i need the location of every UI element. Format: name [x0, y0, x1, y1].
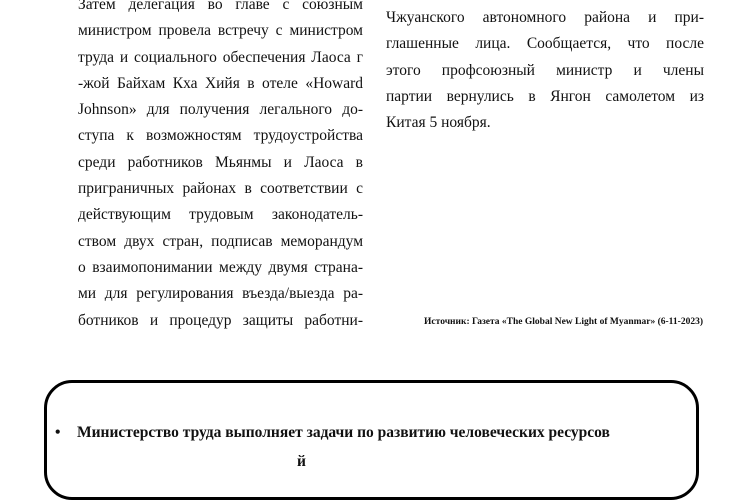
bullet-marker: • [55, 424, 61, 441]
text-line: о взаимопонимании между двумя страна- [78, 258, 363, 276]
text-line: глашенные лица. Сообщается, что после [386, 35, 704, 53]
text-line: ством двух стран, подписав меморандум [78, 232, 363, 250]
callout-next-line-fragment: й [297, 453, 306, 470]
text-line: этого профсоюзный министр и члены [386, 61, 704, 79]
text-line: министром провела встречу с министром [78, 22, 363, 40]
text-line: партии вернулись в Янгон самолетом из [386, 87, 704, 105]
callout-bullet-item [55, 424, 610, 442]
text-line: ступа к возможностям трудоустройства [78, 127, 363, 145]
text-line: среди работников Мьянмы и Лаоса в [78, 153, 363, 171]
callout-text: Министерство труда выполняет задачи по развитию человеческих ресурсов [77, 424, 610, 441]
text-line: -жой Байхам Кха Хийя в отеле «Howard [78, 74, 363, 92]
text-line: приграничных районах в соответствии с [78, 180, 363, 198]
text-line: действующим трудовым законодатель- [78, 206, 363, 224]
left-text-column [78, 0, 363, 334]
text-line: Johnson» для получения легального до- [78, 101, 363, 119]
source-citation: Источник: Газета «The Global New Light of Myanmar» (6-11-2023) [424, 317, 703, 327]
text-line: Чжуанского автономного района и при- [386, 9, 704, 26]
right-text-column [386, 5, 704, 136]
text-line: труда и социального обеспечения Лаоса г [78, 48, 363, 66]
text-line: ботников и процедур защиты работни- [78, 311, 363, 329]
text-line: Китая 5 ноября. [386, 114, 491, 132]
text-line: Затем делегация во главе с союзным [78, 0, 363, 13]
text-line: ми для регулирования въезда/выезда ра- [78, 285, 363, 303]
